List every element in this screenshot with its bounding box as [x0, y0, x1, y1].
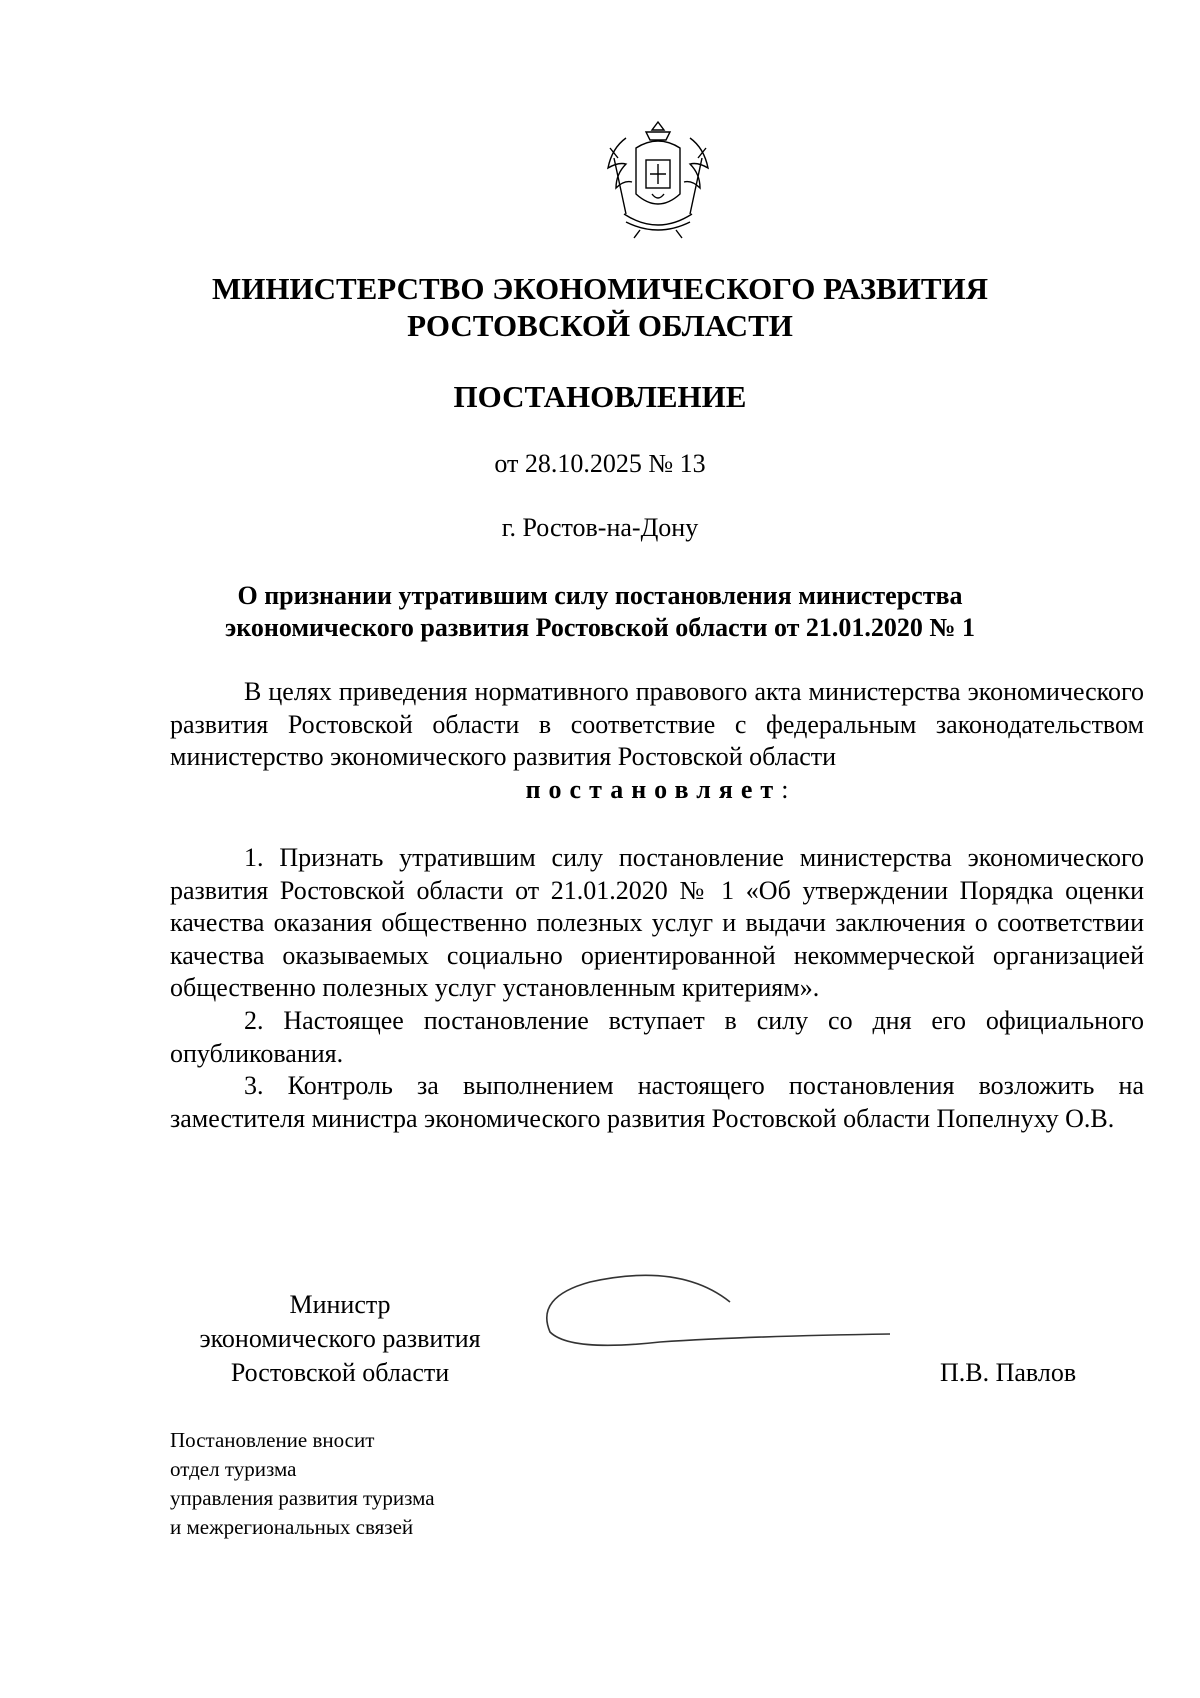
footer-line1: Постановление вносит	[170, 1428, 375, 1452]
signatory-position-line2: экономического развития	[199, 1324, 481, 1353]
decree-colon: :	[781, 774, 789, 804]
ministry-title	[0, 270, 1200, 344]
decree-item-3: 3. Контроль за выполнением настоящего постановления возложить на заместителя министра экономического развития Ростовской области Попелнуху О.В.	[170, 1071, 1144, 1133]
preamble-text: В целях приведения нормативного правового акта министерства экономического развития Ростовской области в соответствие с федеральным законодательством министерство экономического развития Ростовской области	[170, 677, 1144, 772]
footer-line2: отдел туризма	[170, 1457, 297, 1481]
city: г. Ростов-на-Дону	[501, 513, 699, 542]
signatory-position-line1: Министр	[289, 1290, 391, 1319]
signatory-position	[170, 1288, 510, 1390]
ministry-title-line2: РОСТОВСКОЙ ОБЛАСТИ	[407, 308, 793, 343]
preamble	[170, 676, 1144, 806]
subject-line1: О признании утратившим силу постановления министерства	[237, 581, 963, 610]
footer-line4: и межрегиональных связей	[170, 1515, 414, 1539]
coat-of-arms-emblem	[596, 118, 720, 242]
subject-title	[0, 580, 1200, 644]
ministry-title-line1: МИНИСТЕРСТВО ЭКОНОМИЧЕСКОГО РАЗВИТИЯ	[211, 271, 989, 306]
handwritten-signature	[530, 1262, 900, 1372]
subject-line2: экономического развития Ростовской области от 21.01.2020 № 1	[224, 613, 975, 642]
document-type: ПОСТАНОВЛЕНИЕ	[453, 379, 747, 414]
date-number: от 28.10.2025 № 13	[494, 449, 706, 478]
decree-word: постановляет	[525, 774, 782, 804]
decree-item-1: 1. Признать утратившим силу постановление министерства экономического развития Ростовской области от 21.01.2020 № 1 «Об утверждении Порядка оценки качества оказания общественно полезных услуг и выдачи заключения о соответствии качества оказываемых социально ориентированной некоммерческой организацией общественно полезных услуг установленным критериям».	[170, 843, 1144, 1003]
decree-items	[170, 842, 1144, 1135]
signatory-name: П.В. Павлов	[940, 1358, 1077, 1387]
decree-item-2: 2. Настоящее постановление вступает в силу со дня его официального опубликования.	[170, 1005, 1144, 1068]
signatory-position-line3: Ростовской области	[230, 1358, 450, 1387]
decree-line	[170, 774, 1144, 807]
footer-line3: управления развития туризма	[170, 1486, 435, 1510]
footer-note	[170, 1426, 435, 1542]
